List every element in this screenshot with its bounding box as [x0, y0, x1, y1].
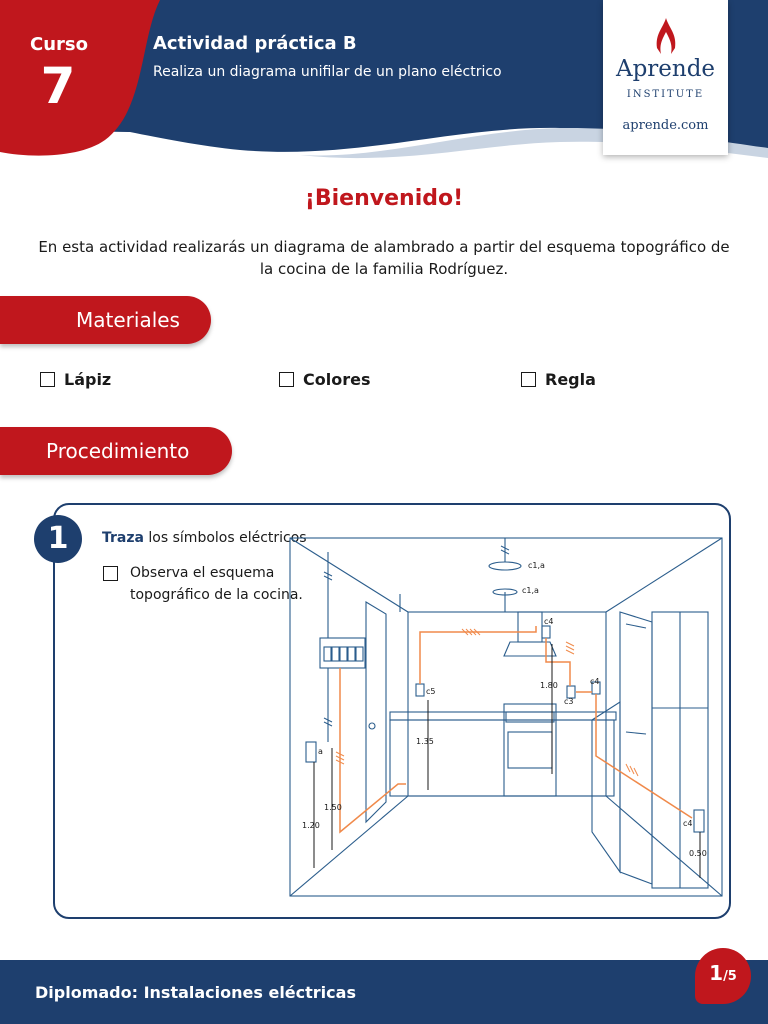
checkbox[interactable]	[40, 372, 55, 387]
kitchen-topographic-diagram	[280, 532, 726, 902]
step-instruction-text: los símbolos eléctricos	[148, 530, 307, 546]
step-number-badge: 1	[34, 515, 82, 563]
label-height-135: 1.35	[416, 737, 434, 746]
label-height-180: 1.80	[540, 681, 558, 690]
materials-heading: Materiales	[0, 296, 211, 344]
footer-course: Diplomado: Instalaciones eléctricas	[35, 983, 356, 1002]
material-item[interactable]	[279, 370, 370, 389]
brand-name: Aprende	[615, 56, 716, 82]
label-c4-right: c4	[590, 677, 600, 686]
brand-institute: INSTITUTE	[626, 89, 705, 100]
checkbox[interactable]	[521, 372, 536, 387]
welcome-text: En esta actividad realizarás un diagrama de alambrado a partir del esquema topográfico de la cocina de la familia Rodríguez.	[38, 238, 730, 278]
brand-url[interactable]: aprende.com	[622, 118, 709, 133]
material-label: Lápiz	[64, 370, 112, 389]
material-label: Regla	[545, 370, 596, 389]
checkbox[interactable]	[103, 566, 118, 581]
step-checklist-item[interactable]	[103, 562, 303, 606]
step-check-text	[130, 562, 303, 606]
step-verb: Traza	[102, 530, 144, 546]
page-indicator	[695, 948, 751, 1004]
material-label: Colores	[303, 370, 371, 389]
label-height-120: 1.20	[302, 821, 320, 830]
checkbox[interactable]	[279, 372, 294, 387]
label-c4-low: c4	[683, 819, 693, 828]
brand-card[interactable]	[603, 0, 728, 155]
activity-title: Actividad práctica B	[153, 33, 357, 54]
flame-logo-icon	[651, 16, 681, 56]
welcome-title: ¡Bienvenido!	[304, 186, 464, 211]
material-item[interactable]	[40, 370, 111, 389]
step-check-line1: Observa el esquema	[130, 565, 275, 581]
course-label: Curso	[30, 34, 88, 55]
label-c4-hood: c4	[544, 617, 554, 626]
page-total: /5	[723, 969, 737, 984]
label-c5: c5	[426, 687, 436, 696]
course-number: 7	[40, 57, 76, 115]
label-c1a-bottom: c1,a	[522, 586, 539, 595]
label-c1a-top: c1,a	[528, 561, 545, 570]
procedure-heading: Procedimiento	[0, 427, 232, 475]
label-height-050: 0.50	[689, 849, 707, 858]
label-c3: c3	[564, 697, 574, 706]
step-check-line2: topográfico de la cocina.	[130, 587, 303, 603]
step-instruction	[102, 530, 307, 546]
material-item[interactable]	[521, 370, 596, 389]
label-height-150: 1.50	[324, 803, 342, 812]
activity-subtitle: Realiza un diagrama unifilar de un plano eléctrico	[153, 64, 502, 80]
page-current: 1	[709, 961, 724, 985]
label-a: a	[318, 747, 323, 756]
